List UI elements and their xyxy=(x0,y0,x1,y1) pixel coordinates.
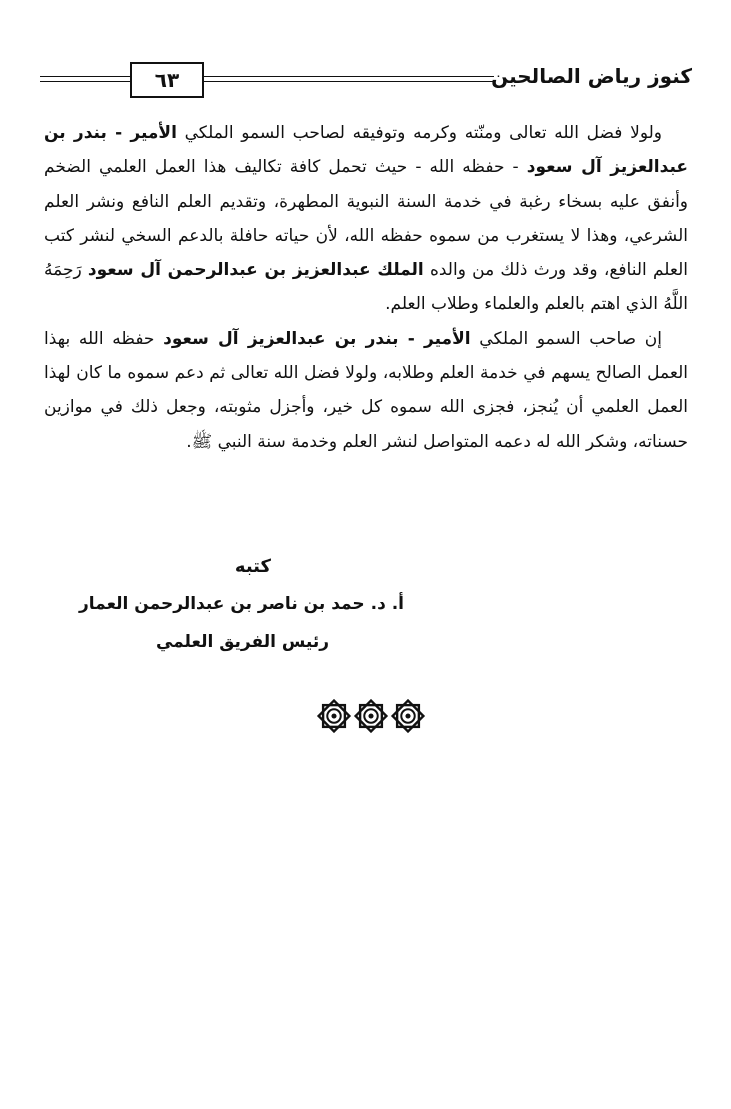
paragraph-2-text-1: إن صاحب السمو الملكي xyxy=(470,328,662,349)
octagram-rosette-icon xyxy=(356,701,387,732)
signature-role: رئيس الفريق العلمي xyxy=(155,632,329,652)
paragraph-2-text-2: حفظه الله بهذا العمل الصالح يسهم في خدمة العلم وطلابه، ولولا فضل الله تعالى ثم دعم سموه ما كان لهذا العمل العلمي أن يُنجز، فجزى الله سموه كل خير، وأجزل مثوبته، وجعل ذلك في موازين حسناته، وشكر الله له دعمه المتواصل لنشر العلم وخدمة سنة النبي ﷺ. xyxy=(44,328,688,452)
paragraph-1-king-name: الملك عبدالعزيز بن عبدالرحمن آل سعود xyxy=(87,260,424,281)
page-number: ٦٣ xyxy=(130,62,204,98)
header-rule-left-bottom xyxy=(40,81,130,82)
body-text xyxy=(44,116,688,459)
paragraph-1-text-3: رَحِمَهُ اللَّهُ الذي اهتم بالعلم والعلماء وطلاب العلم. xyxy=(44,260,688,315)
paragraph-1-text-2: - حفظه الله - حيث تحمل كافة تكاليف هذا العمل العلمي الضخم وأنفق عليه بسخاء رغبة في خدمة السنة النبوية المطهرة، وتقديم العلم النافع ونشر العلم الشرعي، وهذا لا يستغرب من سموه حفظه الله، لأن حياته حافلة بالدعم السخي لنشر كتب العلم النافع، وقد ورث ذلك من والده xyxy=(44,157,688,281)
page-header xyxy=(40,62,692,96)
header-rule-mid-bottom xyxy=(204,81,494,82)
octagram-rosette-icon xyxy=(319,701,350,732)
octagram-rosette-icon xyxy=(393,701,424,732)
paragraph-1 xyxy=(44,116,688,322)
running-title: كنوز رياض الصالحين xyxy=(491,64,692,88)
ornament-row xyxy=(316,698,426,734)
paragraph-2-prince-name: الأمير - بندر بن عبدالعزيز آل سعود xyxy=(163,328,471,349)
header-rule-mid-top xyxy=(204,76,494,77)
signature-name: أ. د. حمد بن ناصر بن عبدالرحمن العمار xyxy=(79,594,404,614)
paragraph-1-text-1: ولولا فضل الله تعالى ومنّته وكرمه وتوفيقه لصاحب السمو الملكي xyxy=(176,123,662,143)
signature-wrote: كتبه xyxy=(234,556,271,577)
paragraph-1-prince-name: الأمير - بندر بن عبدالعزيز آل سعود xyxy=(44,123,689,178)
paragraph-2 xyxy=(44,322,688,459)
header-rule-left-top xyxy=(40,76,130,77)
